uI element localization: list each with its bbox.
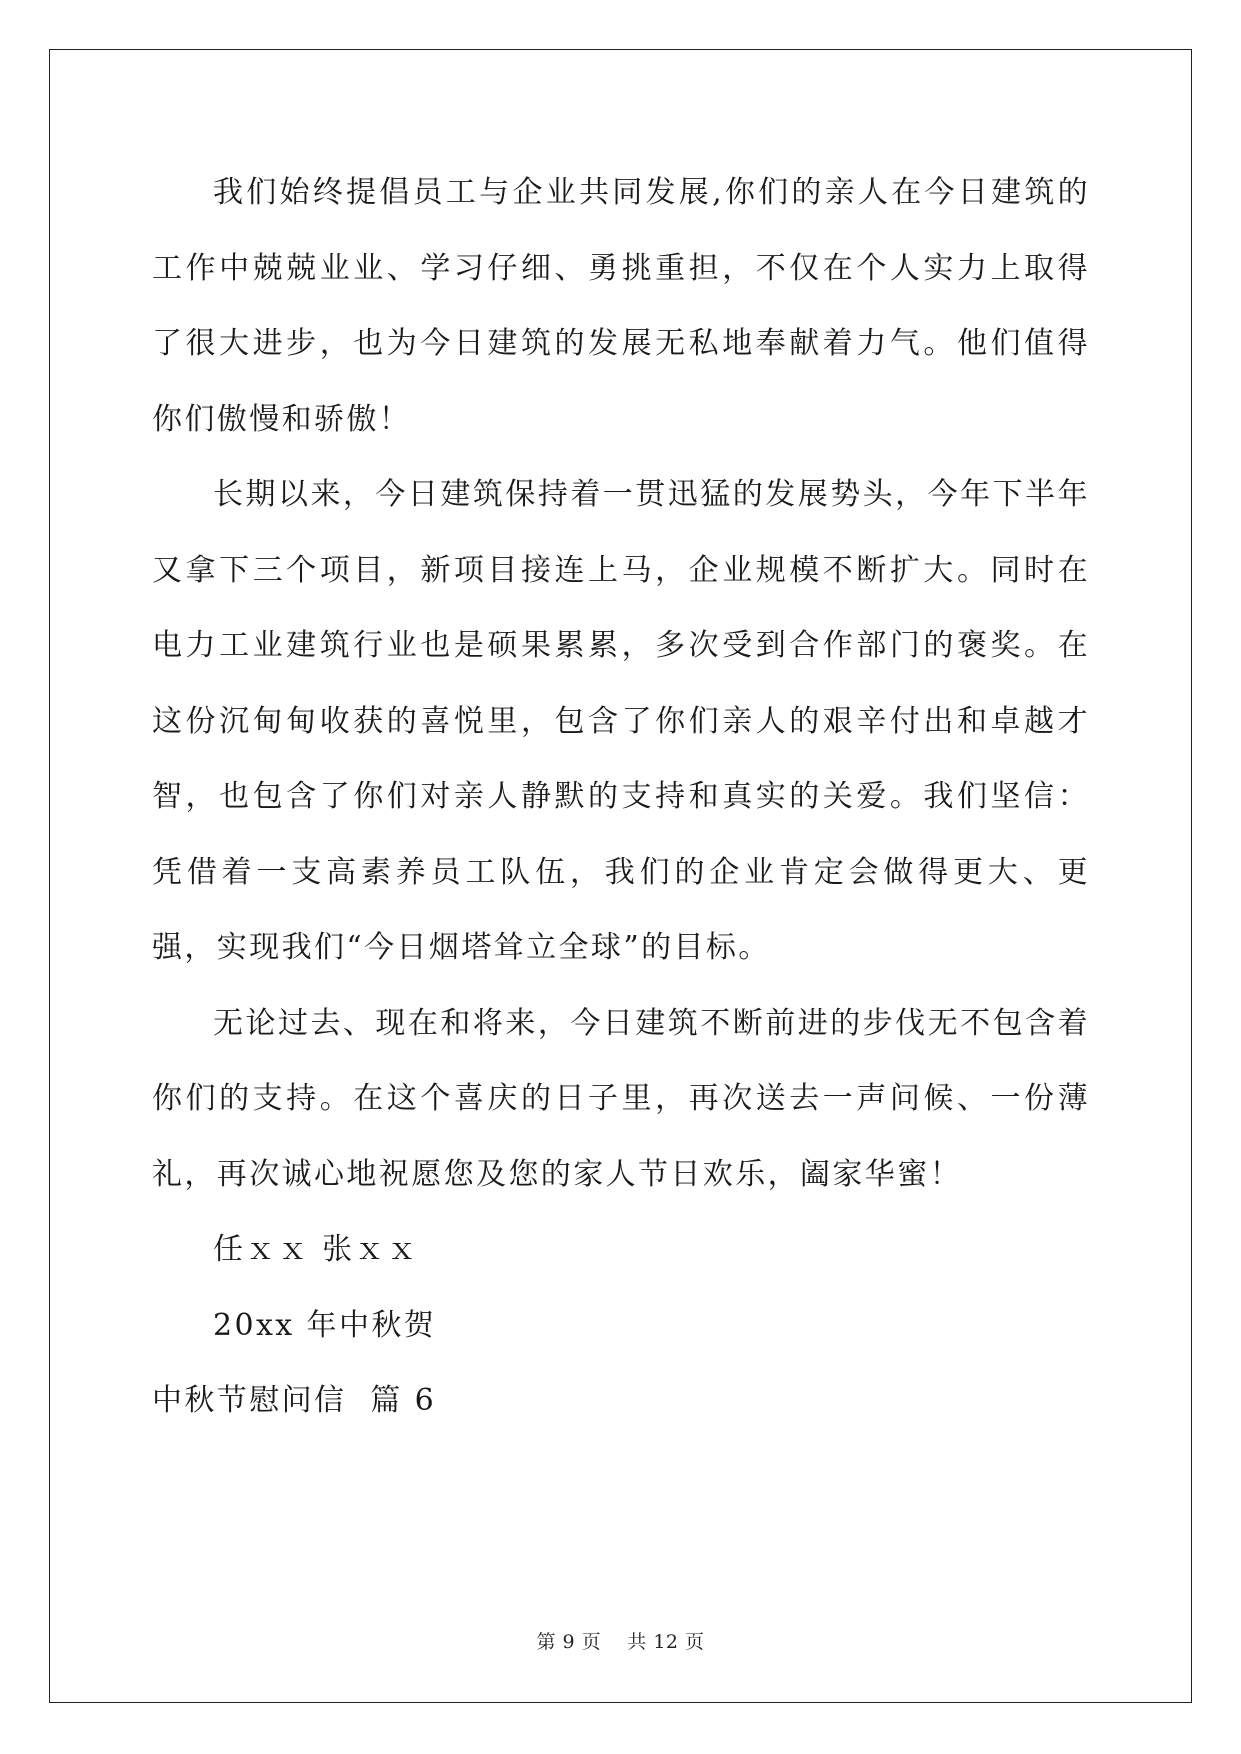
paragraph-3: 无论过去、现在和将来，今日建筑不断前进的步伐无不包含着你们的支持。在这个喜庆的日子里，再次送去一声问候、一份薄礼，再次诚心地祝愿您及您的家人节日欢乐，阖家华蜜！ (152, 1005, 1090, 1192)
page-footer (0, 1627, 1241, 1654)
paragraph-2: 长期以来，今日建筑保持着一贯迅猛的发展势头，今年下半年又拿下三个项目，新项目接连上马，企业规模不断扩大。同时在电力工业建筑行业也是硕果累累，多次受到合作部门的褒奖。在这份沉甸甸收获的喜悦里，包含了你们亲人的艰辛付出和卓越才智，也包含了你们对亲人静默的支持和真实的关爱。我们坚信：凭借着一支高素养员工队伍，我们的企业肯定会做得更大、更强，实现我们“今日烟塔耸立全球”的目标。 (152, 477, 1090, 965)
document-body (152, 155, 1090, 1439)
date-line: 20xx 年中秋贺 (213, 1307, 437, 1343)
signature-line: 任ｘｘ 张ｘｘ (213, 1232, 420, 1267)
paragraph-1: 我们始终提倡员工与企业共同发展,你们的亲人在今日建筑的工作中兢兢业业、学习仔细、勇挑重担，不仅在个人实力上取得了很大进步，也为今日建筑的发展无私地奉献着力气。他们值得你们傲慢和骄傲！ (152, 175, 1090, 437)
section-heading: 中秋节慰问信 篇 6 (152, 1383, 437, 1418)
page-number-label: 第 9 页 共 12 页 (536, 1631, 705, 1653)
